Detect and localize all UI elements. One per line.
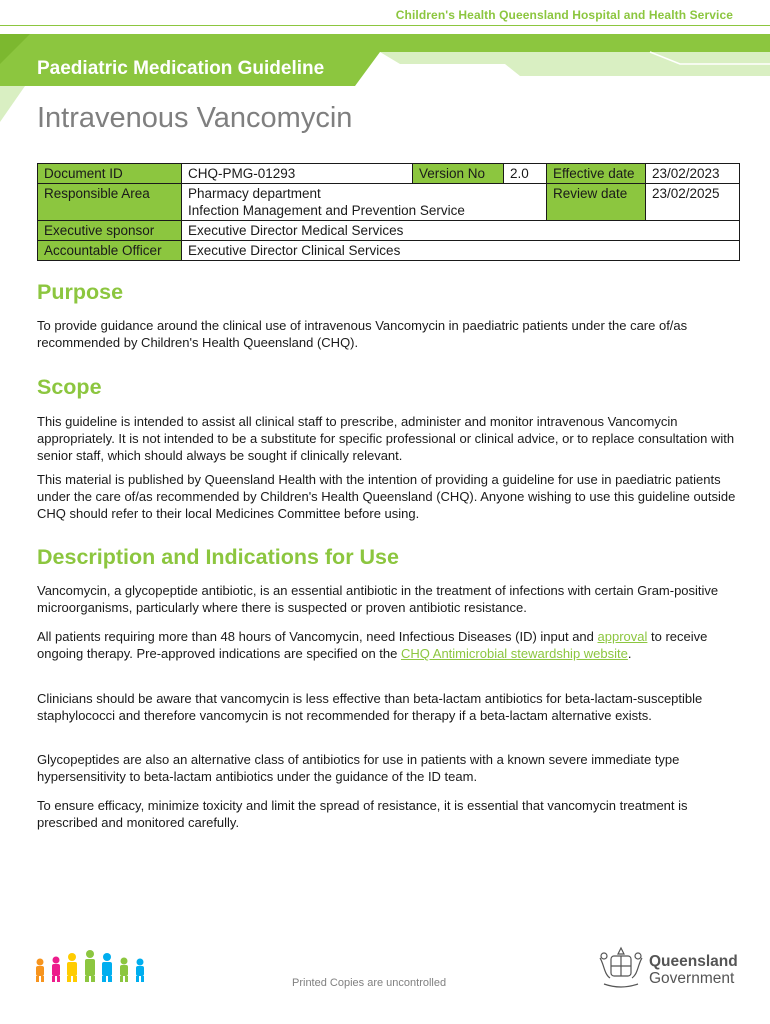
accountable-officer-value: Executive Director Clinical Services xyxy=(182,241,740,261)
scope-paragraph-2: This material is published by Queensland Health with the intention of providing a guideline for use in paediatric patients under the care of/as recommended by Children's Health Queensland (CHQ). Anyone wishing to use this guideline outside CHQ should refer to their local Medicines Committee before using. xyxy=(37,472,736,521)
banner-title: Paediatric Medication Guideline xyxy=(37,58,325,79)
meta-row-responsible-area xyxy=(38,184,740,221)
executive-sponsor-label: Executive sponsor xyxy=(38,221,182,241)
queensland-government-sub: Government xyxy=(649,970,735,987)
meta-row-accountable-officer xyxy=(38,241,740,261)
responsible-area-line2: Infection Management and Prevention Service xyxy=(188,203,465,218)
org-title: Children's Health Queensland Hospital and Health Service xyxy=(395,8,733,22)
executive-sponsor-value: Executive Director Medical Services xyxy=(182,221,740,241)
scope-heading: Scope xyxy=(37,375,102,399)
effective-date-label: Effective date xyxy=(547,164,646,184)
scope-paragraph-1: This guideline is intended to assist all clinical staff to prescribe, administer and monitor intravenous Vancomycin appropriately. It is not intended to be a substitute for specific professional or clinical advice, or to replace consultation with senior staff, which should always be sought if clinically relevant. xyxy=(37,414,735,463)
responsible-area-value xyxy=(182,184,547,221)
description-p2-text-2: to receive ongoing therapy. Pre-approved indications are specified on the xyxy=(37,629,708,661)
document-id-value: CHQ-PMG-01293 xyxy=(182,164,413,184)
description-heading: Description and Indications for Use xyxy=(37,545,399,569)
version-label: Version No xyxy=(413,164,504,184)
purpose-paragraph: To provide guidance around the clinical use of intravenous Vancomycin in paediatric patients under the care of/as recommended by Children's Health Queensland (CHQ). xyxy=(37,318,688,350)
queensland-crest-icon xyxy=(596,944,646,990)
description-paragraph-4: Glycopeptides are also an alternative class of antibiotics for use in patients with a known severe immediate type hypersensitivity to beta-lactam antibiotics under the guidance of the ID team. xyxy=(37,752,680,784)
chq-children-figures-logo xyxy=(34,950,152,984)
effective-date-value: 23/02/2023 xyxy=(646,164,740,184)
version-value: 2.0 xyxy=(504,164,547,184)
header-divider xyxy=(0,25,770,26)
responsible-area-line1: Pharmacy department xyxy=(188,186,321,201)
antimicrobial-stewardship-link[interactable]: CHQ Antimicrobial stewardship website xyxy=(401,646,628,661)
document-id-label: Document ID xyxy=(38,164,182,184)
responsible-area-label: Responsible Area xyxy=(38,184,182,221)
approval-link[interactable]: approval xyxy=(597,629,648,644)
review-date-value: 23/02/2025 xyxy=(646,184,740,221)
description-paragraph-5: To ensure efficacy, minimize toxicity and limit the spread of resistance, it is essential that vancomycin treatment is prescribed and monitored carefully. xyxy=(37,798,688,830)
description-p2-text-3: . xyxy=(627,646,632,661)
printed-copies-notice: Printed Copies are uncontrolled xyxy=(292,977,447,989)
meta-row-document-id xyxy=(38,164,740,184)
purpose-heading: Purpose xyxy=(37,280,124,304)
review-date-label: Review date xyxy=(547,184,646,221)
meta-row-executive-sponsor xyxy=(38,221,740,241)
queensland-government-name: Queensland xyxy=(649,953,738,970)
description-paragraph-1: Vancomycin, a glycopeptide antibiotic, is an essential antibiotic in the treatment of infections with certain Gram-positive microorganisms, particularly where there is suspected or proven antibiotic resistance. xyxy=(37,583,719,615)
description-paragraph-2 xyxy=(37,628,737,662)
description-p2-text-1: All patients requiring more than 48 hours of Vancomycin, need Infectious Diseases (ID) input and xyxy=(37,629,598,644)
document-title: Intravenous Vancomycin xyxy=(37,102,353,134)
description-paragraph-3: Clinicians should be aware that vancomycin is less effective than beta-lactam antibiotics for beta-lactam-susceptible staphylococci and therefore vancomycin is not recommended for therapy if a beta-lactam alternative exists. xyxy=(37,691,703,723)
document-metadata-table xyxy=(37,163,740,261)
accountable-officer-label: Accountable Officer xyxy=(38,241,182,261)
